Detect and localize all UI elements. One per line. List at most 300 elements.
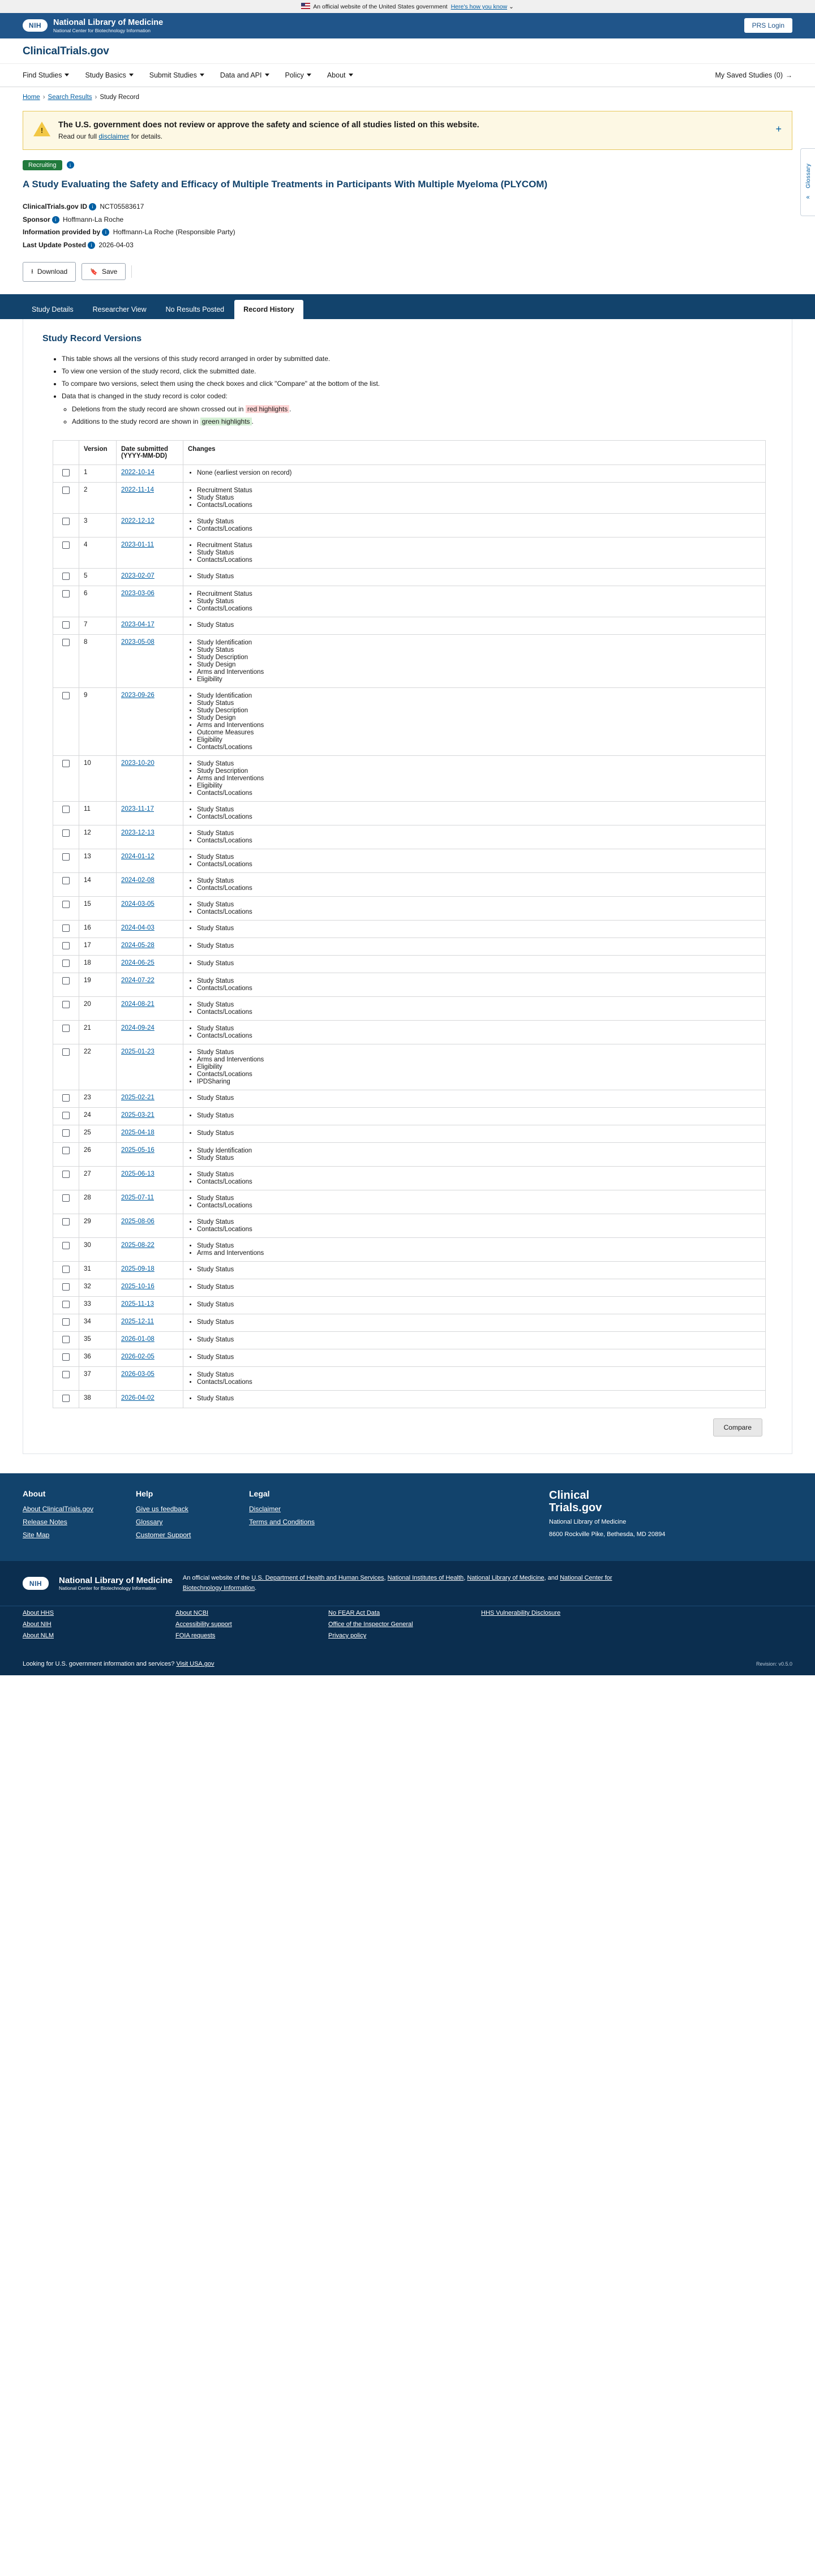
version-date-link[interactable]: 2025-12-11 xyxy=(121,1318,154,1325)
table-row xyxy=(53,465,766,482)
row-select-cell xyxy=(53,1261,79,1279)
change-item: • Study Description xyxy=(197,768,761,775)
record-history-panel xyxy=(23,319,792,1454)
version-checkbox[interactable] xyxy=(62,960,70,967)
version-date-link[interactable]: 2024-07-22 xyxy=(121,977,155,984)
version-date-link[interactable]: 2025-08-22 xyxy=(121,1241,155,1249)
change-item: • Contacts/Locations xyxy=(197,1071,761,1078)
meta-value: Hoffmann-La Roche (Responsible Party) xyxy=(113,228,235,236)
footer-link-hhs-vulnerability-disclosure[interactable]: HHS Vulnerability Disclosure xyxy=(481,1610,561,1617)
version-number-cell: 37 xyxy=(79,1366,117,1390)
nav-label: Data and API xyxy=(220,71,262,79)
changes-list xyxy=(188,925,761,932)
table-row xyxy=(53,513,766,537)
version-date-link[interactable]: 2024-08-21 xyxy=(121,1000,155,1008)
version-date-link[interactable]: 2023-01-11 xyxy=(121,541,154,548)
meta-label: Sponsor xyxy=(23,215,50,223)
chevron-down-icon xyxy=(129,74,134,76)
change-item: • Study Status xyxy=(197,1195,761,1202)
change-item: • Contacts/Locations xyxy=(197,1179,761,1185)
change-item: • Contacts/Locations xyxy=(197,861,761,868)
red-highlight-sample: red highlights xyxy=(246,405,289,413)
change-item: • Contacts/Locations xyxy=(197,744,761,751)
nlm-text-0: An official website of the xyxy=(182,1574,252,1581)
nih-title: National Library of Medicine xyxy=(53,18,164,27)
changes-list xyxy=(188,806,761,820)
download-label: Download xyxy=(37,268,68,276)
version-checkbox[interactable] xyxy=(62,1112,70,1119)
nih-subtitle: National Center for Biotechnology Information xyxy=(53,27,151,33)
table-row xyxy=(53,755,766,801)
version-checkbox[interactable] xyxy=(62,621,70,629)
version-checkbox[interactable] xyxy=(62,1094,70,1102)
version-number-cell: 26 xyxy=(79,1142,117,1166)
table-row xyxy=(53,973,766,996)
tab-record-history[interactable]: Record History xyxy=(234,300,303,319)
table-row xyxy=(53,1107,766,1125)
version-date-link[interactable]: 2023-05-08 xyxy=(121,638,155,646)
link-ncbi[interactable]: National Center for Biotechnology Information xyxy=(182,1574,612,1592)
version-date-link[interactable]: 2024-09-24 xyxy=(121,1024,155,1031)
meta-label: Last Update Posted xyxy=(23,241,87,250)
changes-cell xyxy=(183,801,766,825)
row-select-cell xyxy=(53,801,79,825)
version-number-cell: 23 xyxy=(79,1090,117,1107)
footer-link-disclaimer[interactable]: Disclaimer xyxy=(249,1504,281,1513)
prs-login-button[interactable]: PRS Login xyxy=(744,18,792,33)
changes-list xyxy=(188,639,761,683)
changes-list xyxy=(188,1095,761,1102)
version-checkbox[interactable] xyxy=(62,1218,70,1225)
version-date-link[interactable]: 2025-04-18 xyxy=(121,1129,155,1136)
deletion-text-pre: Deletions from the study record are shown crossed out in xyxy=(72,405,246,413)
changes-cell xyxy=(183,482,766,513)
row-select-cell xyxy=(53,955,79,973)
change-item: • Contacts/Locations xyxy=(197,837,761,844)
version-checkbox[interactable] xyxy=(62,877,70,884)
version-date-link[interactable]: 2025-01-23 xyxy=(121,1048,155,1055)
changes-cell xyxy=(183,1331,766,1349)
column-select xyxy=(53,440,79,465)
version-date-link[interactable]: 2023-09-26 xyxy=(121,691,155,699)
table-row xyxy=(53,1020,766,1044)
version-checkbox[interactable] xyxy=(62,760,70,767)
table-row xyxy=(53,1279,766,1296)
nlm-text-2: , xyxy=(384,1574,388,1581)
info-icon[interactable]: i xyxy=(52,216,59,223)
footer-brand-line2: Trials.gov xyxy=(549,1501,602,1514)
date-submitted-cell xyxy=(117,973,183,996)
version-checkbox[interactable] xyxy=(62,1283,70,1291)
version-checkbox[interactable] xyxy=(62,1353,70,1361)
version-checkbox[interactable] xyxy=(62,1266,70,1273)
version-number-cell: 28 xyxy=(79,1190,117,1214)
change-item: • Study Status xyxy=(197,1095,761,1102)
version-number-cell: 32 xyxy=(79,1279,117,1296)
version-checkbox[interactable] xyxy=(62,1129,70,1137)
link-nih[interactable]: National Institutes of Health xyxy=(387,1574,464,1581)
change-item: • Study Status xyxy=(197,1171,761,1178)
change-item: • Study Status xyxy=(197,1336,761,1343)
change-item: • Study Identification xyxy=(197,693,761,699)
row-select-cell xyxy=(53,1142,79,1166)
change-item: • Study Status xyxy=(197,518,761,525)
date-submitted-cell xyxy=(117,1331,183,1349)
changes-cell xyxy=(183,996,766,1020)
date-submitted-cell xyxy=(117,687,183,755)
version-date-link[interactable]: 2025-03-21 xyxy=(121,1111,155,1119)
changes-cell xyxy=(183,1044,766,1090)
footer-link-release-notes[interactable]: Release Notes xyxy=(23,1517,67,1526)
version-date-link[interactable]: 2025-08-06 xyxy=(121,1218,155,1225)
warning-icon xyxy=(33,122,50,137)
nav-item-about[interactable] xyxy=(319,64,361,87)
footer-link-site-map[interactable]: Site Map xyxy=(23,1530,50,1539)
date-submitted-cell xyxy=(117,1020,183,1044)
change-item: • Study Design xyxy=(197,661,761,668)
info-icon[interactable]: i xyxy=(67,161,74,169)
row-select-cell xyxy=(53,687,79,755)
version-checkbox[interactable] xyxy=(62,692,70,699)
meta-value: NCT05583617 xyxy=(100,202,144,210)
changes-list xyxy=(188,901,761,915)
change-item: • Study Status xyxy=(197,622,761,629)
nav-label: About xyxy=(327,71,346,79)
version-date-link[interactable]: 2024-02-08 xyxy=(121,876,155,884)
version-checkbox[interactable] xyxy=(62,1025,70,1032)
changes-cell xyxy=(183,617,766,634)
row-select-cell xyxy=(53,1237,79,1261)
version-number-cell: 34 xyxy=(79,1314,117,1331)
changes-list xyxy=(188,1395,761,1402)
nav-item-submit-studies[interactable] xyxy=(141,64,212,87)
change-item: • Study Status xyxy=(197,925,761,932)
version-date-link[interactable]: 2023-11-17 xyxy=(121,805,154,812)
version-checkbox[interactable] xyxy=(62,1336,70,1343)
version-date-link[interactable]: 2024-01-12 xyxy=(121,853,155,860)
footer-link-privacy-policy[interactable]: Privacy policy xyxy=(328,1632,367,1640)
alert-expand-button[interactable]: + xyxy=(775,123,782,135)
version-checkbox[interactable] xyxy=(62,573,70,580)
date-submitted-cell xyxy=(117,513,183,537)
version-checkbox[interactable] xyxy=(62,1301,70,1308)
date-submitted-cell xyxy=(117,1366,183,1390)
meta-label: Information provided by xyxy=(23,228,101,236)
version-checkbox[interactable] xyxy=(62,469,70,476)
info-icon[interactable]: i xyxy=(102,229,109,236)
version-date-link[interactable]: 2025-10-16 xyxy=(121,1283,155,1290)
version-checkbox[interactable] xyxy=(62,942,70,949)
meta-label: ClinicalTrials.gov ID xyxy=(23,202,88,210)
footer-links-col-4 xyxy=(481,1610,634,1644)
row-select-cell xyxy=(53,634,79,687)
date-submitted-cell xyxy=(117,849,183,872)
change-item: • Study Status xyxy=(197,830,761,837)
row-select-cell xyxy=(53,1214,79,1237)
link-hhs[interactable]: U.S. Department of Health and Human Services xyxy=(251,1574,384,1581)
change-item: • Study Status xyxy=(197,1001,761,1008)
change-item: • Study Status xyxy=(197,494,761,501)
table-row xyxy=(53,996,766,1020)
version-date-link[interactable]: 2025-11-13 xyxy=(121,1300,154,1308)
date-submitted-cell xyxy=(117,825,183,849)
glossary-side-tab[interactable] xyxy=(800,148,815,216)
change-item: • Arms and Interventions xyxy=(197,1056,761,1063)
version-checkbox[interactable] xyxy=(62,1194,70,1202)
footer-usa-text-wrap xyxy=(23,1661,215,1667)
date-submitted-cell xyxy=(117,1166,183,1190)
row-select-cell xyxy=(53,617,79,634)
changes-list xyxy=(188,470,761,476)
change-item: • Contacts/Locations xyxy=(197,985,761,992)
chevron-down-icon: ⌄ xyxy=(508,3,514,10)
table-row xyxy=(53,634,766,687)
table-row xyxy=(53,1314,766,1331)
change-item: • Study Status xyxy=(197,901,761,908)
nav-item-find-studies[interactable] xyxy=(23,64,77,87)
color-code-lead: Data that is changed in the study record is color coded: xyxy=(62,392,228,400)
change-item: • None (earliest version on record) xyxy=(197,470,761,476)
version-date-link[interactable]: 2025-09-18 xyxy=(121,1265,155,1272)
government-banner xyxy=(0,0,815,13)
alert-subtext xyxy=(58,132,479,140)
changes-list xyxy=(188,1171,761,1185)
download-button[interactable] xyxy=(23,262,76,282)
row-select-cell xyxy=(53,1331,79,1349)
nav-item-policy[interactable] xyxy=(277,64,319,87)
changes-list xyxy=(188,622,761,629)
version-number-cell: 27 xyxy=(79,1166,117,1190)
version-date-link[interactable]: 2024-06-25 xyxy=(121,959,155,966)
version-checkbox[interactable] xyxy=(62,853,70,861)
color-code-additions xyxy=(72,416,775,428)
version-checkbox[interactable] xyxy=(62,541,70,549)
change-item: • Study Status xyxy=(197,700,761,707)
footer-column-help xyxy=(136,1489,249,1544)
version-checkbox[interactable] xyxy=(62,1001,70,1008)
version-checkbox[interactable] xyxy=(62,1371,70,1378)
date-submitted-cell xyxy=(117,1296,183,1314)
changes-cell xyxy=(183,1107,766,1125)
change-item: • Study Status xyxy=(197,854,761,861)
date-submitted-cell xyxy=(117,1107,183,1125)
my-saved-studies-link[interactable] xyxy=(715,71,793,79)
row-select-cell xyxy=(53,1314,79,1331)
footer-link-accessibility-support[interactable]: Accessibility support xyxy=(175,1621,232,1628)
date-submitted-cell xyxy=(117,1279,183,1296)
date-submitted-cell xyxy=(117,537,183,568)
change-item: • Study Status xyxy=(197,549,761,556)
version-date-link[interactable]: 2026-02-05 xyxy=(121,1353,155,1360)
version-date-link[interactable]: 2024-05-28 xyxy=(121,941,155,949)
footer-column-title: Help xyxy=(136,1489,153,1498)
version-date-link[interactable]: 2023-03-06 xyxy=(121,590,155,597)
change-item: • Study Status xyxy=(197,1395,761,1402)
page-title: A Study Evaluating the Safety and Efficacy of Multiple Treatments in Participants With Multiple Myeloma (PLYCOM) xyxy=(23,178,548,190)
footer-column-legal xyxy=(249,1489,362,1544)
row-select-cell xyxy=(53,973,79,996)
version-date-link[interactable]: 2022-12-12 xyxy=(121,517,155,524)
table-row xyxy=(53,568,766,586)
version-checkbox[interactable] xyxy=(62,639,70,646)
table-row xyxy=(53,937,766,955)
breadcrumb-search-results[interactable]: Search Results xyxy=(48,93,92,101)
version-date-link[interactable]: 2026-01-08 xyxy=(121,1335,155,1343)
nav-item-data-and-api[interactable] xyxy=(212,64,277,87)
nav-label: Find Studies xyxy=(23,71,62,79)
version-date-link[interactable]: 2025-02-21 xyxy=(121,1094,155,1101)
nih-branding[interactable] xyxy=(23,18,163,33)
nav-item-study-basics[interactable] xyxy=(77,64,141,87)
footer-link-about-clinicaltrials[interactable]: About ClinicalTrials.gov xyxy=(23,1504,93,1513)
row-select-cell xyxy=(53,1044,79,1090)
version-date-link[interactable]: 2023-12-13 xyxy=(121,829,155,836)
site-brand-name[interactable]: ClinicalTrials.gov xyxy=(23,45,109,57)
version-checkbox[interactable] xyxy=(62,1318,70,1326)
version-number-cell: 4 xyxy=(79,537,117,568)
version-checkbox[interactable] xyxy=(62,590,70,597)
link-nlm[interactable]: National Library of Medicine xyxy=(467,1574,544,1581)
footer-nlm-banner xyxy=(0,1561,815,1606)
table-row xyxy=(53,1166,766,1190)
row-select-cell xyxy=(53,1390,79,1408)
change-item: • Study Identification xyxy=(197,639,761,646)
row-select-cell xyxy=(53,586,79,617)
tab-study-details[interactable]: Study Details xyxy=(23,300,83,319)
how-you-know-link[interactable]: Here's how you know xyxy=(451,3,508,10)
version-checkbox[interactable] xyxy=(62,977,70,984)
changes-list xyxy=(188,978,761,992)
alert-sub-suffix: for details. xyxy=(129,132,163,140)
disclaimer-link[interactable]: disclaimer xyxy=(98,132,130,140)
footer-link-visit-usa-gov[interactable]: Visit USA.gov xyxy=(176,1661,215,1668)
footer-link-glossary[interactable]: Glossary xyxy=(136,1517,163,1526)
nlm-text-4: , xyxy=(464,1574,467,1581)
breadcrumb-home[interactable]: Home xyxy=(23,93,40,101)
version-date-link[interactable]: 2023-02-07 xyxy=(121,572,155,579)
row-select-cell xyxy=(53,482,79,513)
version-date-link[interactable]: 2025-07-11 xyxy=(121,1194,154,1201)
footer-link-about-nlm[interactable]: About NLM xyxy=(23,1632,54,1640)
changes-cell xyxy=(183,513,766,537)
version-date-link[interactable]: 2024-03-05 xyxy=(121,900,155,908)
table-row xyxy=(53,1090,766,1107)
version-checkbox[interactable] xyxy=(62,806,70,813)
footer-link-office-of-inspector-general[interactable]: Office of the Inspector General xyxy=(328,1621,413,1628)
version-checkbox[interactable] xyxy=(62,1171,70,1178)
footer-link-foia-requests[interactable]: FOIA requests xyxy=(175,1632,216,1640)
version-date-link[interactable]: 2025-06-13 xyxy=(121,1170,155,1177)
version-number-cell: 12 xyxy=(79,825,117,849)
footer-link-about-ncbi[interactable]: About NCBI xyxy=(175,1610,209,1617)
column-date-submitted: Date submitted (YYYY-MM-DD) xyxy=(117,440,183,465)
changes-list xyxy=(188,1284,761,1291)
footer-link-terms-and-conditions[interactable]: Terms and Conditions xyxy=(249,1517,315,1526)
date-submitted-cell xyxy=(117,872,183,896)
version-checkbox[interactable] xyxy=(62,924,70,932)
footer-link-customer-support[interactable]: Customer Support xyxy=(136,1530,191,1539)
tab-no-results-posted[interactable]: No Results Posted xyxy=(157,300,234,319)
version-checkbox[interactable] xyxy=(62,901,70,908)
row-select-cell xyxy=(53,849,79,872)
footer-link-no-fear-act-data[interactable]: No FEAR Act Data xyxy=(328,1610,380,1617)
change-item: • Study Status xyxy=(197,1025,761,1032)
version-checkbox[interactable] xyxy=(62,1048,70,1056)
version-date-link[interactable]: 2026-03-05 xyxy=(121,1370,155,1378)
version-date-link[interactable]: 2022-10-14 xyxy=(121,468,155,476)
version-number-cell: 17 xyxy=(79,937,117,955)
change-item: • Study Status xyxy=(197,760,761,767)
save-button[interactable] xyxy=(82,263,126,280)
addition-text-post: . xyxy=(251,417,254,425)
changes-list xyxy=(188,854,761,868)
change-item: • Study Status xyxy=(197,1371,761,1378)
intro-item: • To compare two versions, select them using the check boxes and click "Compare" at the bottom of the list. xyxy=(62,378,775,390)
changes-list xyxy=(188,1319,761,1326)
change-item: • Study Status xyxy=(197,1319,761,1326)
changes-list xyxy=(188,1219,761,1233)
info-icon[interactable]: i xyxy=(89,203,96,210)
version-date-link[interactable]: 2025-05-16 xyxy=(121,1146,155,1154)
date-submitted-cell xyxy=(117,1190,183,1214)
info-icon[interactable]: i xyxy=(88,242,95,249)
table-row xyxy=(53,1390,766,1408)
change-item: • Contacts/Locations xyxy=(197,1226,761,1233)
chevron-left-icon: « xyxy=(806,193,810,201)
change-item: • Study Status xyxy=(197,1266,761,1273)
version-date-link[interactable]: 2026-04-02 xyxy=(121,1394,155,1401)
meta-row-nct-id xyxy=(23,200,792,213)
changes-cell xyxy=(183,1390,766,1408)
version-checkbox[interactable] xyxy=(62,518,70,525)
table-row xyxy=(53,687,766,755)
version-date-link[interactable]: 2024-04-03 xyxy=(121,924,155,931)
version-date-link[interactable]: 2023-04-17 xyxy=(121,621,155,628)
date-submitted-cell xyxy=(117,920,183,937)
tab-researcher-view[interactable]: Researcher View xyxy=(84,300,156,319)
changes-list xyxy=(188,1049,761,1085)
changes-cell xyxy=(183,1142,766,1166)
changes-cell xyxy=(183,465,766,482)
version-checkbox[interactable] xyxy=(62,1147,70,1154)
change-item: • Eligibility xyxy=(197,782,761,789)
footer-link-give-us-feedback[interactable]: Give us feedback xyxy=(136,1504,188,1513)
change-item: • Contacts/Locations xyxy=(197,526,761,532)
changes-cell xyxy=(183,1349,766,1366)
version-date-link[interactable]: 2022-11-14 xyxy=(121,486,154,493)
action-divider xyxy=(131,265,132,278)
version-checkbox[interactable] xyxy=(62,829,70,837)
date-submitted-cell xyxy=(117,937,183,955)
version-date-link[interactable]: 2023-10-20 xyxy=(121,759,155,767)
date-submitted-cell xyxy=(117,617,183,634)
footer-brand-line1: Clinical xyxy=(549,1489,590,1502)
version-number-cell: 8 xyxy=(79,634,117,687)
version-checkbox[interactable] xyxy=(62,1242,70,1249)
version-checkbox[interactable] xyxy=(62,1395,70,1402)
compare-button[interactable]: Compare xyxy=(713,1418,762,1437)
version-checkbox[interactable] xyxy=(62,487,70,494)
row-select-cell xyxy=(53,1190,79,1214)
change-item: • Contacts/Locations xyxy=(197,1202,761,1209)
chevron-down-icon xyxy=(65,74,69,76)
footer-link-about-hhs[interactable]: About HHS xyxy=(23,1610,54,1617)
change-item: • Contacts/Locations xyxy=(197,605,761,612)
footer-link-about-nih[interactable]: About NIH xyxy=(23,1621,52,1628)
footer-nlm-text xyxy=(183,1573,613,1593)
version-number-cell: 16 xyxy=(79,920,117,937)
changes-list xyxy=(188,591,761,612)
